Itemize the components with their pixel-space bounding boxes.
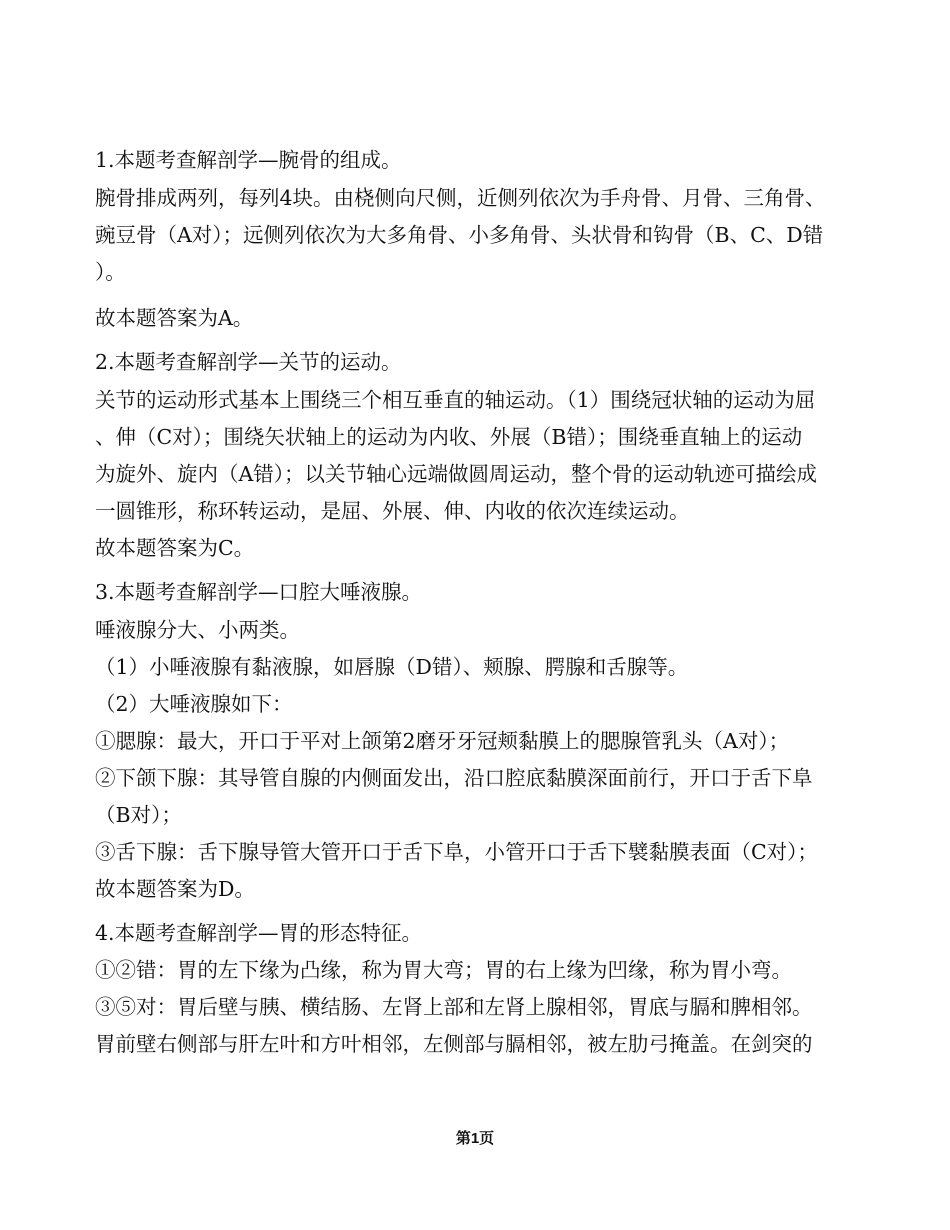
text-line: ③舌下腺：舌下腺导管大管开口于舌下阜，小管开口于舌下襞黏膜表面（C对）； bbox=[95, 840, 818, 864]
section-heading: 4.本题考查解剖学—胃的形态特征。 bbox=[95, 921, 423, 945]
text-line: 胃前壁右侧部与肝左叶和方叶相邻，左侧部与膈相邻，被左肋弓掩盖。在剑突的 bbox=[95, 1032, 813, 1056]
text-line: 一圆锥形，称环转运动，是屈、外展、伸、内收的依次连续运动。 bbox=[95, 499, 690, 523]
text-line: 豌豆骨（A对）；远侧列依次为大多角骨、小多角骨、头状骨和钩骨（B、C、D错 bbox=[95, 223, 824, 247]
answer-line: 故本题答案为D。 bbox=[95, 877, 255, 901]
text-line: 腕骨排成两列，每列4块。由桡侧向尺侧，近侧列依次为手舟骨、月骨、三角骨、 bbox=[95, 186, 826, 210]
text-line: ）。 bbox=[95, 260, 126, 284]
text-line: ③⑤对：胃后壁与胰、横结肠、左肾上部和左肾上腺相邻，胃底与膈和脾相邻。 bbox=[95, 995, 813, 1019]
section-heading: 3.本题考查解剖学—口腔大唾液腺。 bbox=[95, 580, 423, 604]
text-line: 关节的运动形式基本上围绕三个相互垂直的轴运动。（1）围绕冠状轴的运动为屈 bbox=[95, 388, 816, 412]
text-line: ①②错：胃的左下缘为凸缘，称为胃大弯；胃的右上缘为凹缘，称为胃小弯。 bbox=[95, 958, 792, 982]
answer-line: 故本题答案为C。 bbox=[95, 536, 255, 560]
text-line: ①腮腺：最大，开口于平对上颌第2磨牙牙冠颊黏膜上的腮腺管乳头（A对）； bbox=[95, 729, 790, 753]
answer-line: 故本题答案为A。 bbox=[95, 306, 254, 330]
page-number: 第1页 bbox=[455, 1130, 495, 1147]
text-line: 唾液腺分大、小两类。 bbox=[95, 618, 300, 642]
text-line: （1）小唾液腺有黏液腺，如唇腺（D错）、颊腺、腭腺和舌腺等。 bbox=[95, 655, 689, 679]
text-line: ②下颌下腺：其导管自腺的内侧面发出，沿口腔底黏膜深面前行，开口于舌下阜 bbox=[95, 766, 813, 790]
text-line: 为旋外、旋内（A错）；以关节轴心远端做圆周运动，整个骨的运动轨迹可描绘成 bbox=[95, 462, 818, 486]
text-line: 、伸（C对）；围绕矢状轴上的运动为内收、外展（B错）；围绕垂直轴上的运动 bbox=[95, 425, 803, 449]
section-heading: 2.本题考查解剖学—关节的运动。 bbox=[95, 350, 402, 374]
text-line: （B对）； bbox=[95, 803, 182, 827]
section-heading: 1.本题考查解剖学—腕骨的组成。 bbox=[95, 148, 402, 172]
text-line: （2）大唾液腺如下： bbox=[95, 692, 293, 716]
